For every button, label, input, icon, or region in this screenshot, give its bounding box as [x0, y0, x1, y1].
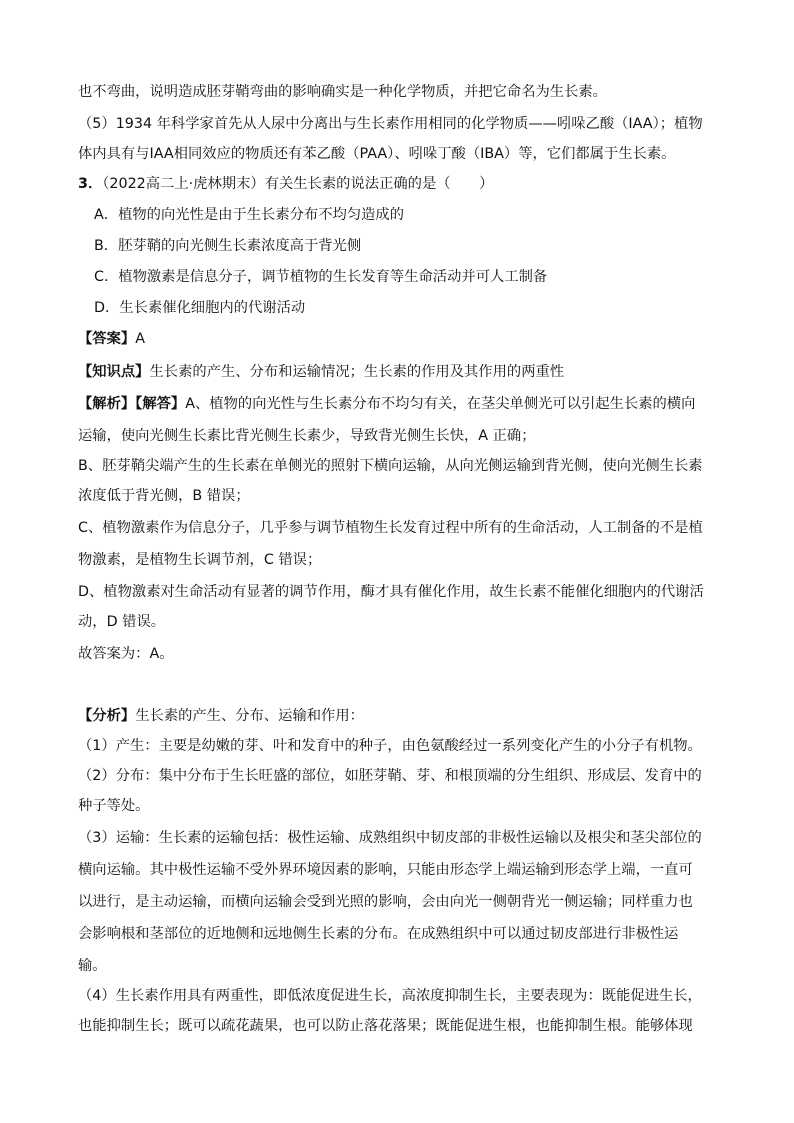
- option-c: C．植物激素是信息分子，调节植物的生长发育等生命活动并可人工制备: [94, 269, 548, 285]
- summary-line-9: （4）生长素作用具有两重性，即低浓度促进生长，高浓度抑制生长，主要表现为：既能促进生长，: [78, 988, 702, 1004]
- knowledge-value: 生长素的产生、分布和运输情况；生长素的作用及其作用的两重性: [149, 364, 565, 380]
- summary-line-6: 以进行，是主动运输，而横向运输会受到光照的影响，会由向光一侧朝背光一侧运输；同样重力也: [78, 894, 693, 910]
- question-source: （2022高二上·虎林期末）: [102, 176, 265, 192]
- analysis-label: 【解析】: [78, 396, 136, 412]
- analysis-line-6: 物激素，是植物生长调节剂，C 错误；: [78, 552, 322, 568]
- analysis-line-1: [78, 394, 728, 414]
- analysis-line-8: 动，D 错误。: [78, 614, 166, 630]
- option-b: B．胚芽鞘的向光侧生长素浓度高于背光侧: [94, 238, 362, 254]
- knowledge-line: [78, 362, 728, 382]
- analysis-conclusion: 故答案为：A。: [78, 646, 174, 662]
- summary-title: 生长素的产生、分布、运输和作用：: [135, 708, 364, 724]
- analysis-text: A、植物的向光性与生长素分布不均匀有关，在茎尖单侧光可以引起生长素的横向: [185, 396, 696, 412]
- summary-line-1: （1）产生：主要是幼嫩的芽、叶和发育中的种子，由色氨酸经过一系列变化产生的小分子有机物。: [78, 738, 702, 754]
- summary-line-3: 种子等处。: [78, 798, 150, 814]
- knowledge-label: 【知识点】: [78, 364, 150, 380]
- intro-item5-line1: （5）1934 年科学家首先从人尿中分离出与生长素作用相同的化学物质——吲哚乙酸（IAA）；植物: [78, 116, 703, 132]
- analysis-line-3: B、胚芽鞘尖端产生的生长素在单侧光的照射下横向运输，从向光侧运输到背光侧，使向光侧生长素: [78, 458, 703, 474]
- summary-line-4: （3）运输：生长素的运输包括：极性运输、成熟组织中韧皮部的非极性运输以及根尖和茎尖部位的: [78, 830, 702, 846]
- analysis-line-7: D、植物激素对生命活动有显著的调节作用，酶才具有催化作用，故生长素不能催化细胞内的代谢活: [78, 584, 704, 600]
- answer-label: 【答案】: [78, 331, 136, 347]
- analysis-line-5: C、植物激素作为信息分子，几乎参与调节植物生长发育过程中所有的生命活动，人工制备的不是植: [78, 520, 703, 536]
- summary-line-5: 横向运输。其中极性运输不受外界环境因素的影响，只能由形态学上端运输到形态学上端，一直可: [78, 862, 693, 878]
- analysis-line-2: 运输，使向光侧生长素比背光侧生长素少，导致背光侧生长快，A 正确；: [78, 428, 536, 444]
- summary-line-8: 输。: [78, 958, 107, 974]
- analysis-line-4: 浓度低于背光侧，B 错误；: [78, 488, 250, 504]
- summary-line-2: （2）分布：集中分布于生长旺盛的部位，如胚芽鞘、芽、和根顶端的分生组织、形成层、发育中的: [78, 768, 702, 784]
- answer-value: A: [135, 331, 145, 347]
- summary-line-10: 也能抑制生长；既可以疏花蔬果，也可以防止落花落果；既能促进生根，也能抑制生根。能够体现: [78, 1018, 693, 1034]
- question-number: 3．: [78, 176, 103, 192]
- intro-item5-line2: 体内具有与IAA相同效应的物质还有苯乙酸（PAA）、吲哚丁酸（IBA）等，它们都属于生长素。: [78, 146, 676, 162]
- answer-line: [78, 329, 728, 349]
- summary-label: 【分析】: [78, 708, 136, 724]
- option-a: A．植物的向光性是由于生长素分布不均匀造成的: [94, 207, 405, 223]
- summary-line-7: 会影响根和茎部位的近地侧和远地侧生长素的分布。在成熟组织中可以通过韧皮部进行非极性运: [78, 926, 679, 942]
- option-d: D．生长素催化细胞内的代谢活动: [94, 300, 306, 316]
- question-header: [78, 174, 728, 194]
- summary-header: [78, 706, 728, 726]
- intro-line: 也不弯曲，说明造成胚芽鞘弯曲的影响确实是一种化学物质，并把它命名为生长素。: [78, 84, 607, 100]
- analysis-sub-label: 【解答】: [135, 396, 186, 412]
- question-stem: 有关生长素的说法正确的是（ ）: [264, 176, 494, 192]
